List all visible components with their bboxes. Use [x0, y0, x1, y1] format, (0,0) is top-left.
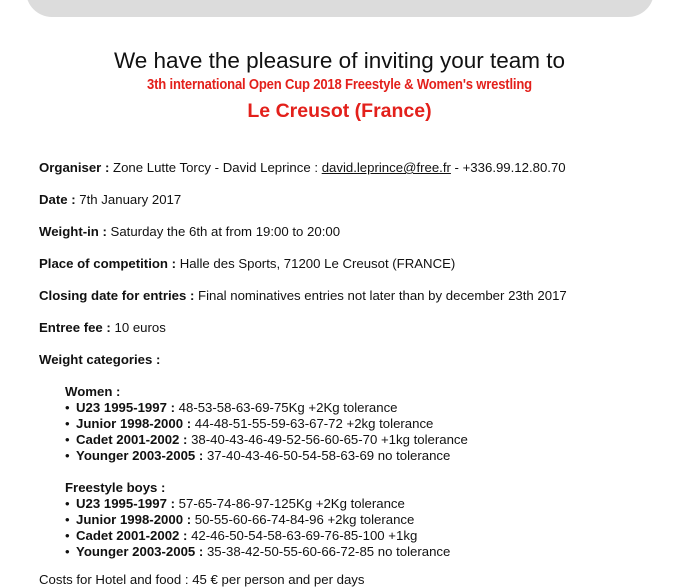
category-label: U23 1995-1997 : [76, 400, 175, 415]
category-weights: 35-38-42-50-55-60-66-72-85 no tolerance [203, 544, 451, 559]
women-heading: Women : [65, 384, 121, 399]
fee-label: Entree fee : [39, 320, 111, 335]
category-label: Junior 1998-2000 : [76, 416, 192, 431]
bullet-icon: • [65, 448, 70, 463]
category-label: Junior 1998-2000 : [76, 512, 192, 527]
freestyle-boys-heading: Freestyle boys : [65, 480, 166, 495]
category-weights: 42-46-50-54-58-63-69-76-85-100 +1kg [187, 528, 418, 543]
event-location: Le Creusot (France) [247, 100, 432, 122]
category-weights: 44-48-51-55-59-63-67-72 +2kg tolerance [191, 416, 434, 431]
place-line [39, 256, 455, 271]
category-label: Younger 2003-2005 : [76, 448, 204, 463]
category-weights: 57-65-74-86-97-125Kg +2Kg tolerance [174, 496, 405, 511]
weighin-label: Weight-in : [39, 224, 107, 239]
bullet-icon: • [65, 544, 70, 559]
list-item [65, 416, 433, 431]
list-item [65, 448, 450, 463]
list-item [65, 496, 405, 511]
bullet-icon: • [65, 512, 70, 527]
bullet-icon: • [65, 528, 70, 543]
invite-heading: We have the pleasure of inviting your team to [113, 48, 566, 73]
list-item [65, 432, 468, 447]
list-item [65, 528, 417, 543]
list-item [65, 512, 414, 527]
organiser-email-link[interactable]: david.leprince@free.fr [321, 160, 451, 175]
place-value: Halle des Sports, 71200 Le Creusot (FRANCE) [176, 256, 456, 271]
category-weights: 48-53-58-63-69-75Kg +2Kg tolerance [174, 400, 398, 415]
category-label: U23 1995-1997 : [76, 496, 175, 511]
list-item [65, 400, 398, 415]
bullet-icon: • [65, 496, 70, 511]
category-label: Cadet 2001-2002 : [76, 528, 188, 543]
fee-value: 10 euros [110, 320, 166, 335]
weighin-line [39, 224, 340, 239]
organiser-label: Organiser : [39, 160, 110, 175]
bullet-icon: • [65, 400, 70, 415]
category-weights: 38-40-43-46-49-52-56-60-65-70 +1kg tolerance [187, 432, 468, 447]
list-item [65, 544, 450, 559]
date-value: 7th January 2017 [75, 192, 182, 207]
bullet-icon: • [65, 432, 70, 447]
organiser-text: Zone Lutte Torcy - David Leprince : [109, 160, 322, 175]
organiser-line [39, 160, 566, 175]
closing-label: Closing date for entries : [39, 288, 195, 303]
fee-line [39, 320, 166, 335]
weight-categories-label: Weight categories : [39, 352, 161, 367]
closing-value: Final nominatives entries not later than by december 23th 2017 [194, 288, 567, 303]
organiser-phone: - +336.99.12.80.70 [450, 160, 566, 175]
weight-categories-heading [39, 352, 160, 367]
header-banner [26, 0, 654, 17]
hotel-costs-line: Costs for Hotel and food : 45 € per person and per days [39, 572, 365, 587]
event-title: 3th international Open Cup 2018 Freestyle & Women's wrestling [147, 77, 532, 93]
bullet-icon: • [65, 416, 70, 431]
closing-line [39, 288, 567, 303]
category-weights: 37-40-43-46-50-54-58-63-69 no tolerance [203, 448, 451, 463]
weighin-value: Saturday the 6th at from 19:00 to 20:00 [106, 224, 341, 239]
date-label: Date : [39, 192, 76, 207]
place-label: Place of competition : [39, 256, 177, 271]
category-weights: 50-55-60-66-74-84-96 +2kg tolerance [191, 512, 415, 527]
date-line [39, 192, 181, 207]
category-label: Younger 2003-2005 : [76, 544, 204, 559]
category-label: Cadet 2001-2002 : [76, 432, 188, 447]
logo-icon [128, 0, 154, 6]
